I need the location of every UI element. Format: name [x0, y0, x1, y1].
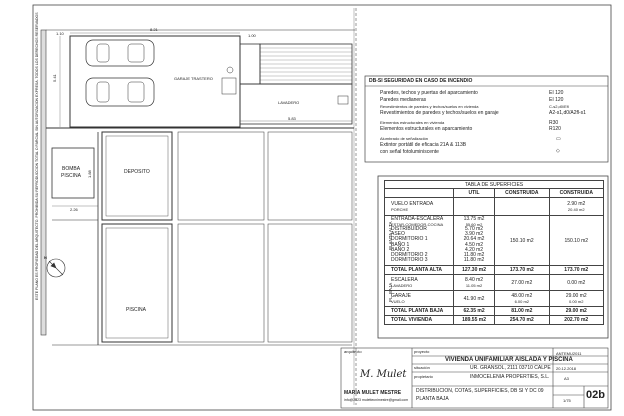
util-bano-1: 4.50 m2	[465, 241, 484, 248]
alta-row-1-c2	[549, 198, 603, 216]
item-garaje: GARAJE	[391, 293, 412, 299]
arquitecto-contact: info@2023 mulettecnimestre@gmail.com	[344, 398, 409, 402]
room-piscina: PISCINA	[126, 307, 147, 313]
alta-total-c2: 173.70 m2	[549, 266, 603, 275]
grid-cell-2	[268, 132, 352, 220]
baja-row-2-util: 41.90 m2	[454, 291, 495, 307]
planta-alta-label: PLANTA ALTA	[388, 221, 393, 250]
dim-pool-offset: 2.26	[70, 207, 78, 212]
room-garaje: GARAJE TRASTERO	[174, 76, 213, 81]
north-arrow	[47, 259, 65, 277]
item-porche: PORCHE	[391, 207, 409, 212]
util-dormitorio-2: 11.80 m2	[463, 252, 485, 259]
car-2-rear	[128, 82, 144, 102]
stair-landing	[222, 78, 236, 94]
item-lavadero: LAVADERO	[391, 283, 413, 288]
fire-title: DB-SI SEGURIDAD EN CASO DE INCENDIO	[369, 78, 473, 84]
car-1-rear	[128, 44, 144, 62]
plano-desc: DISTRIBUCION, COTAS, SUPERFICIES, DB SI Y DC 09	[416, 388, 544, 394]
baja-row-1-c1: 27.00 m2	[495, 275, 549, 291]
fire-row-2-label: Paredes medianeras	[380, 97, 427, 103]
item-vuelo-entrada: VUELO ENTRADA	[391, 201, 434, 207]
fire-row-2-value: EI 120	[549, 97, 564, 103]
grid-cell-3	[178, 224, 264, 342]
dim-bomba-depth: 1.88	[87, 170, 92, 178]
stair-steps	[260, 48, 352, 80]
signal-light-icon: ▭	[556, 136, 561, 142]
item-dormitorio-3: DORMITORIO 3	[391, 257, 428, 264]
baja-row-2-items	[385, 291, 454, 307]
grid-cell-1	[178, 132, 264, 220]
fire-struct-2-label: Elementos estructurales en aparcamiento	[380, 126, 473, 132]
vivienda-total-c2: 202.70 m2	[549, 316, 603, 325]
proyecto-label: proyecto	[414, 349, 430, 354]
item-bano-2: BAÑO 2	[391, 246, 410, 253]
c1-vuelo: 6.00 m2	[514, 299, 530, 304]
alta-row-2-util	[454, 216, 495, 266]
fire-equip-3-label: con señal fotoluminiscente	[380, 149, 439, 155]
vivienda-total-label: TOTAL VIVIENDA	[385, 316, 454, 325]
room-bomba-2: PISCINA	[61, 173, 82, 179]
fire-struct-1-value: R30	[549, 120, 559, 126]
baja-total-label: TOTAL PLANTA BAJA	[385, 307, 454, 316]
alta-row-2-items	[385, 216, 454, 266]
header-construida-2: CONSTRUIDA	[549, 189, 603, 198]
deposito-inner	[106, 136, 168, 216]
architect-signature: M. Mulet	[360, 369, 407, 380]
dim-top-left: 1.10	[56, 31, 64, 36]
surfaces-blank-header	[385, 189, 454, 198]
baja-row-1-items	[385, 275, 454, 291]
plano-number: 02b	[586, 389, 605, 401]
fire-struct-2-value: R120	[549, 126, 561, 132]
vivienda-total-c1: 254.70 m2	[495, 316, 549, 325]
dim-left-height: 5.41	[52, 74, 57, 82]
pool	[102, 224, 172, 342]
util-aseo: 3.90 m2	[465, 231, 484, 238]
proyecto-name: VIVIENDA UNIFAMILIAR AISLADA Y PISCINA	[445, 357, 573, 363]
item-entrada: ENTRADA-ESCALERA	[391, 216, 444, 223]
fire-equip-1-label: Alumbrado de señalización	[380, 136, 429, 141]
fire-struct-1-label: Elementos estructurales en vivienda	[380, 120, 445, 125]
arquitecto-name: MARIA MULET MESTRE	[344, 390, 402, 396]
util-bano-2: 4.20 m2	[465, 246, 484, 253]
c2-vuelo: 0.00 m2	[569, 299, 584, 304]
formato-value: A3	[564, 376, 569, 381]
pool-inner	[106, 228, 168, 338]
room-bomba-1: BOMBA	[62, 166, 81, 172]
escala-value: 1/75	[563, 398, 571, 403]
north-label: N	[44, 255, 47, 260]
grid-cell-4	[268, 224, 352, 342]
surfaces-table	[384, 180, 604, 325]
planta-baja-label: PL. BAJA	[388, 282, 393, 302]
room-deposito: DEPOSITO	[124, 169, 150, 175]
baja-total-c2: 29.00 m2	[549, 307, 603, 316]
baja-row-1-c2: 0.00 m2	[549, 275, 603, 291]
alta-total-c1: 173.70 m2	[495, 266, 549, 275]
room-lavadero: LAVADERO	[278, 100, 300, 105]
fecha-value: 20.12.2018	[556, 366, 577, 371]
util-estar: 55.60 m2	[465, 221, 483, 227]
vivienda-total-util: 189.55 m2	[454, 316, 495, 325]
fire-extinguisher-icon	[227, 67, 233, 73]
fire-row-3-value: C-s2,d0/Efl	[549, 104, 569, 109]
deposito-room	[102, 132, 172, 220]
arquitecto-label: arquitecto	[344, 349, 362, 354]
situacion-value: UR. GRANSOL, 2111 03710 CALPE	[470, 365, 551, 371]
item-dormitorio-1: DORMITORIO 1	[391, 236, 428, 243]
baja-row-2-c2	[549, 291, 603, 307]
c1-garaje: 48.00 m2	[511, 293, 533, 299]
item-dormitorio-2: DORMITORIO 2	[391, 252, 428, 259]
util-dormitorio-1: 20.64 m2	[463, 236, 485, 243]
item-escalera: ESCALERA	[391, 277, 418, 283]
extinguisher-sign-icon: ◇	[556, 148, 560, 154]
garage-room	[70, 36, 240, 127]
c2-porche: 20.40 m2	[567, 207, 585, 212]
boundary-wall-left	[41, 30, 46, 335]
c2-garaje: 29.00 m2	[565, 293, 587, 299]
propietario-value: INMOCELENIA PROPERTIES, S.L.	[470, 374, 550, 380]
dim-garage-width: 8.21	[150, 27, 158, 32]
baja-total-util: 62.35 m2	[454, 307, 495, 316]
fire-row-3-label: Revestimientos de paredes y techos/suelos en vivienda	[380, 104, 479, 109]
plano-desc-2: PLANTA BAJA	[416, 396, 449, 402]
util-escalera: 8.40 m2	[465, 277, 484, 283]
situacion-label: situación	[414, 365, 430, 370]
c2-vuelo: 2.90 m2	[567, 201, 586, 207]
surfaces-title: TABLA DE SUPERFICIES	[385, 181, 604, 189]
item-vuelo: VUELO	[391, 299, 405, 304]
car-1-windshield	[97, 44, 109, 62]
car-2-windshield	[97, 82, 109, 102]
fire-row-4-value: A2-s1,d0/A2fl-s1	[549, 110, 586, 116]
item-estar: ESTAR-COMEDOR-COCINA	[391, 221, 444, 227]
alta-total-util: 127.30 m2	[454, 266, 495, 275]
alta-row-1-items	[385, 198, 454, 216]
baja-row-2-c1	[495, 291, 549, 307]
lavadero-sink	[338, 96, 348, 104]
alta-row-1-c1	[495, 198, 549, 216]
item-distribuidor: DISTRIBUIDOR	[391, 225, 427, 232]
propietario-label: propietario	[414, 374, 433, 379]
stair-block	[240, 44, 260, 84]
dim-stair-width: 1.00	[248, 33, 256, 38]
util-distribuidor: 5.70 m2	[465, 225, 484, 232]
fire-equip-2-label: Extintor portátil de eficacia 21A & 113B	[380, 142, 467, 148]
util-entrada: 13.75 m2	[463, 216, 485, 223]
fire-row-1-value: EI 120	[549, 90, 564, 96]
baja-total-c1: 81.00 m2	[495, 307, 549, 316]
util-dormitorio-3: 11.80 m2	[463, 257, 485, 264]
alta-row-2-c1: 150.10 m2	[495, 216, 549, 266]
fire-row-4-label: Revestimientos de paredes y techos/suelos en garaje	[380, 110, 499, 116]
header-util: UTIL	[454, 189, 495, 198]
floor-plan	[41, 8, 356, 405]
item-bano-1: BAÑO 1	[391, 241, 410, 248]
left-note: ESTE PLANO ES PROPIEDAD DEL ARQUITECTO. PROHIBIDA SU REPRODUCCION TOTAL O PARCIAL SIN AUTORIZACION EXPRESA. TODOS LOS DERECHOS RESERVADOS	[35, 12, 39, 300]
baja-row-1-util	[454, 275, 495, 291]
item-aseo: ASEO	[391, 231, 405, 238]
alta-total-label: TOTAL PLANTA ALTA	[385, 266, 454, 275]
alta-row-2-c2: 150.10 m2	[549, 216, 603, 266]
dim-lavadero-width: 5.83	[288, 116, 296, 121]
util-lavadero: 11.05 m2	[465, 283, 483, 288]
north-arrow-icon	[49, 261, 63, 275]
fecha-label: ANTEMU2011	[556, 351, 582, 356]
header-construida-1: CONSTRUIDA	[495, 189, 549, 198]
fire-row-1-label: Paredes, techos y puertas del aparcamiento	[380, 90, 478, 96]
alta-row-1-util	[454, 198, 495, 216]
